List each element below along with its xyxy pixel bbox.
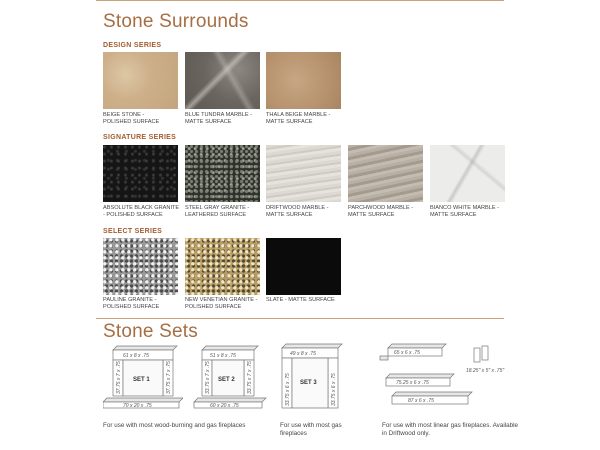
swatch-label: SLATE - MATTE SURFACE <box>266 297 335 303</box>
note-set1-set2: For use with most wood-burning and gas fireplaces <box>103 422 246 429</box>
set1-top-dim: 61 x 8 x .75 <box>123 353 149 359</box>
linear-small-dim: 18.25" x 5" x .75" <box>466 368 505 374</box>
swatch-thala-beige-marble[interactable] <box>266 52 341 109</box>
set2-diagram <box>188 344 268 416</box>
set1-hearth-dim: 70 x 20 x .75 <box>123 403 152 409</box>
top-rule <box>96 0 504 1</box>
swatch-pauline-granite[interactable] <box>103 238 178 295</box>
swatch-new-venetian-granite[interactable] <box>185 238 260 295</box>
swatch-blue-tundra-marble[interactable] <box>185 52 260 109</box>
swatch-label: STEEL GRAY GRANITE - LEATHERED SURFACE <box>185 205 250 218</box>
swatch-driftwood-marble[interactable] <box>266 145 341 202</box>
linear-small-piece-1 <box>474 348 480 362</box>
set2-label: SET 2 <box>218 377 235 383</box>
swatch-absolute-black-granite[interactable] <box>103 145 178 202</box>
swatch-parchwood-marble[interactable] <box>348 145 423 202</box>
swatch-bianco-white-marble[interactable] <box>430 145 505 202</box>
set1-diagram <box>103 344 183 416</box>
set2-left-dim: 33.75 x 7 x .75 <box>205 361 211 394</box>
linear-dim-1: 65 x 6 x .75 <box>394 350 420 356</box>
note-linear: For use with most linear gas fireplaces. Available in Driftwood only. <box>382 422 519 437</box>
swatch-slate[interactable] <box>266 238 341 295</box>
select-series-label: SELECT SERIES <box>103 228 163 235</box>
set2-right-dim: 33.75 x 7 x .75 <box>247 361 253 394</box>
set2-top-bevel <box>202 346 258 350</box>
swatch-steel-gray-granite[interactable] <box>185 145 260 202</box>
stone-sets-title: Stone Sets <box>103 321 198 342</box>
note-set3: For use with most gas fireplaces <box>280 422 342 437</box>
set1-top-bevel <box>113 346 177 350</box>
swatch-label: BLUE TUNDRA MARBLE - MATTE SURFACE <box>185 112 253 125</box>
page-title: Stone Surrounds <box>103 11 249 32</box>
linear-set-diagram <box>378 340 508 416</box>
set1-hearth-top <box>103 398 183 402</box>
linear-dim-3: 87 x 6 x .75 <box>408 398 434 404</box>
linear-small-piece-2 <box>482 346 488 360</box>
set2-top-dim: 51 x 8 x .75 <box>210 353 236 359</box>
section-divider <box>96 318 504 319</box>
swatch-label: PAULINE GRANITE - POLISHED SURFACE <box>103 297 160 310</box>
set1-right-dim: 37.75 x 7 x .75 <box>166 361 172 394</box>
linear-dim-2: 75.25 x 6 x .75 <box>396 380 429 386</box>
swatch-label: ABSOLUTE BLACK GRANITE - POLISHED SURFACE <box>103 205 180 218</box>
set2-hearth-dim: 60 x 20 x .75 <box>210 403 239 409</box>
set3-right-dim: 33.75 x 6 x .75 <box>331 373 337 406</box>
swatch-label: BIANCO WHITE MARBLE - MATTE SURFACE <box>430 205 499 218</box>
set1-left-dim: 37.75 x 7 x .75 <box>116 361 122 394</box>
set3-top-bevel <box>282 344 342 348</box>
signature-series-label: SIGNATURE SERIES <box>103 134 177 141</box>
swatch-label: THALA BEIGE MARBLE - MATTE SURFACE <box>266 112 331 125</box>
swatch-label: PARCHWOOD MARBLE - MATTE SURFACE <box>348 205 414 218</box>
set3-diagram <box>276 340 348 416</box>
swatch-label: BEIGE STONE - POLISHED SURFACE <box>103 112 160 125</box>
swatch-beige-stone[interactable] <box>103 52 178 109</box>
set1-label: SET 1 <box>133 377 150 383</box>
design-series-label: DESIGN SERIES <box>103 42 162 49</box>
set3-top-dim: 49 x 8 x .75 <box>290 351 316 357</box>
set3-left-dim: 33.75 x 6 x .75 <box>285 373 291 406</box>
set2-hearth-top <box>194 398 266 402</box>
swatch-label: DRIFTWOOD MARBLE - MATTE SURFACE <box>266 205 329 218</box>
set3-label: SET 3 <box>300 380 317 386</box>
swatch-label: NEW VENETIAN GRANITE - POLISHED SURFACE <box>185 297 258 310</box>
